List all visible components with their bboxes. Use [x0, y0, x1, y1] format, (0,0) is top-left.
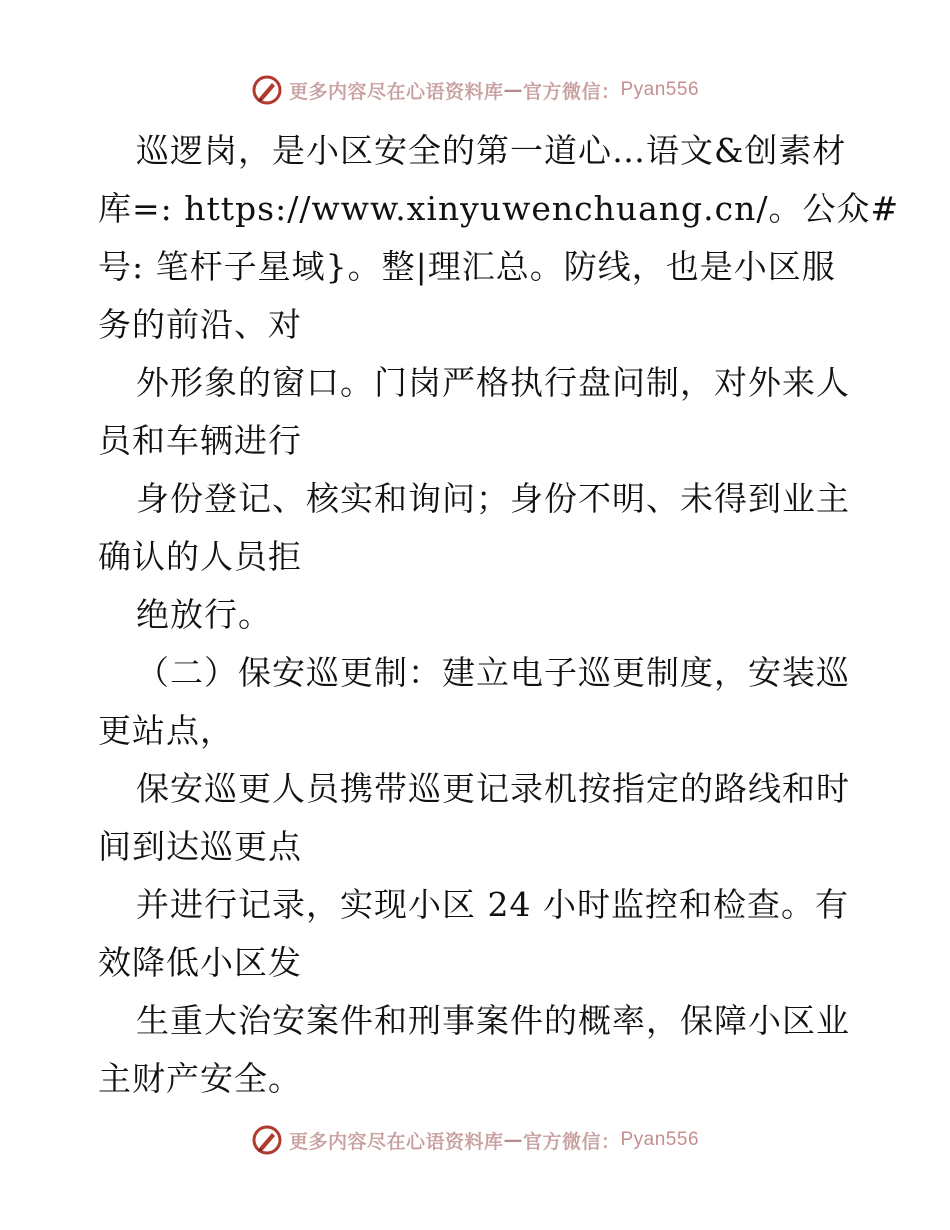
pen-logo-icon — [251, 74, 283, 106]
body-line: 绝放行。 — [136, 595, 272, 634]
pen-logo-icon — [251, 1124, 283, 1156]
header-separator: — — [503, 79, 523, 101]
body-line: 身份登记、核实和询问；身份不明、未得到业主 — [136, 479, 850, 518]
footer-label: 官方微信： — [522, 1130, 621, 1153]
body-line: （二）保安巡更制：建立电子巡更制度，安装巡 — [136, 653, 850, 692]
body-line: 更站点， — [98, 711, 234, 750]
body-line: 务的前沿、对 — [98, 305, 302, 344]
body-line: 号: 笔杆子星域}。整|理汇总。防线，也是小区服 — [98, 247, 836, 286]
body-line: 间到达巡更点 — [98, 827, 302, 866]
body-line: 员和车辆进行 — [98, 421, 302, 460]
body-line: 保安巡更人员携带巡更记录机按指定的路线和时 — [136, 769, 850, 808]
header-watermark — [0, 70, 950, 110]
body-line: 主财产安全。 — [98, 1059, 302, 1098]
footer-separator: — — [503, 1129, 523, 1151]
footer-watermark — [0, 1120, 950, 1160]
footer-wechat-id: Pyan556 — [620, 1129, 700, 1150]
body-line: 效降低小区发 — [98, 943, 302, 982]
body-line: 巡逻岗，是小区安全的第一道心…语文&创素材 — [136, 131, 847, 170]
header-label: 官方微信： — [522, 80, 621, 103]
header-wechat-id: Pyan556 — [620, 79, 700, 100]
body-line: 外形象的窗口。门岗严格执行盘问制，对外来人 — [136, 363, 850, 402]
body-line: 确认的人员拒 — [98, 537, 302, 576]
body-line: 库=: https://www.xinyuwenchuang.cn/。公众# — [98, 189, 900, 228]
footer-brand: 更多内容尽在心语资料库 — [288, 1130, 504, 1153]
body-line: 生重大治安案件和刑事案件的概率，保障小区业 — [136, 1001, 850, 1040]
document-body — [98, 122, 900, 1108]
body-line: 并进行记录，实现小区 24 小时监控和检查。有 — [136, 885, 849, 924]
header-brand: 更多内容尽在心语资料库 — [288, 80, 504, 103]
